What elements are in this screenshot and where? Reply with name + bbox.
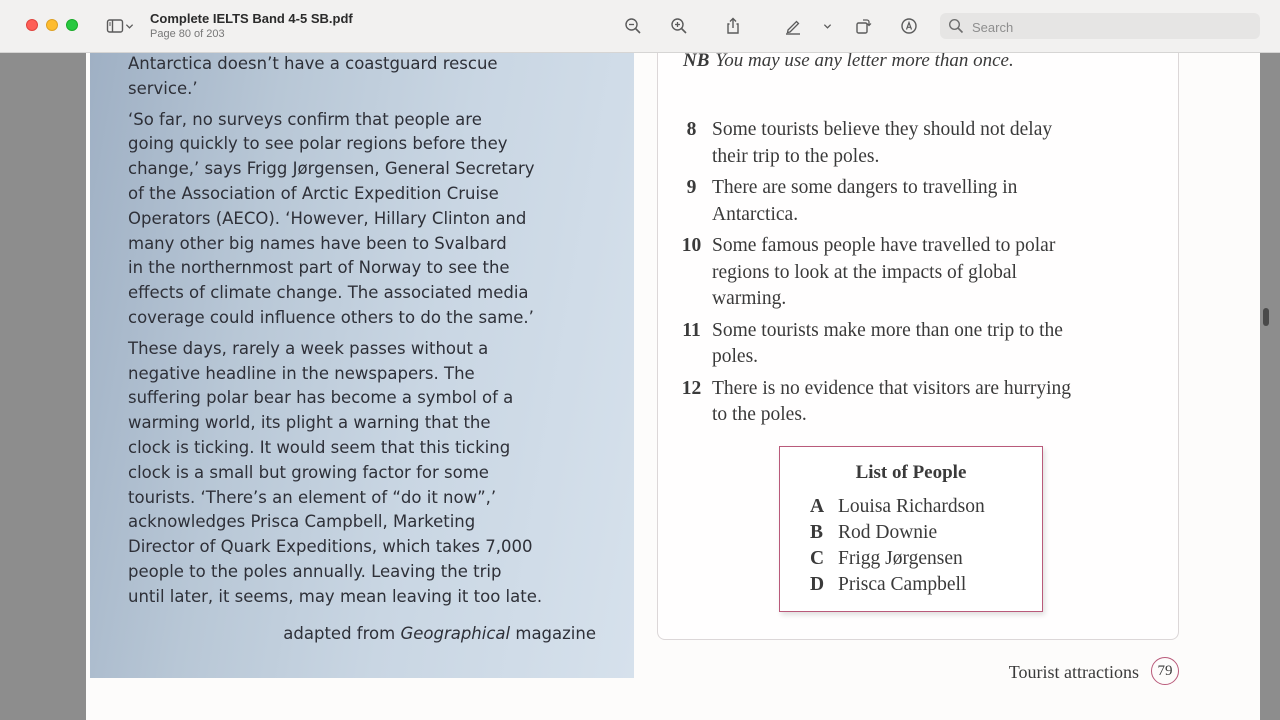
markup-button[interactable] xyxy=(896,13,922,39)
nb-note: NB You may use any letter more than once. xyxy=(683,53,1014,71)
question-item xyxy=(671,175,1171,228)
question-text: Some famous people have travelled to polar regions to look at the impacts of global warming. xyxy=(712,235,1056,309)
reading-passage xyxy=(128,53,598,610)
document-title: Complete IELTS Band 4-5 SB.pdf xyxy=(150,11,353,26)
zoom-in-button[interactable] xyxy=(666,13,692,39)
close-window-button[interactable] xyxy=(26,19,38,31)
markup-icon xyxy=(900,17,918,35)
chevron-down-icon xyxy=(823,22,832,31)
question-item xyxy=(671,318,1171,371)
question-list xyxy=(671,117,1171,434)
people-list-title: List of People xyxy=(855,462,967,483)
page-indicator: Page 80 of 203 xyxy=(150,28,225,40)
passage-source: adapted from Geographical magazine xyxy=(283,624,596,643)
zoom-out-icon xyxy=(624,17,642,35)
search-icon xyxy=(948,18,964,34)
minimize-window-button[interactable] xyxy=(46,19,58,31)
question-text: There is no evidence that visitors are hurrying to the poles. xyxy=(712,377,1072,425)
question-text: There are some dangers to travelling in Antarctica. xyxy=(712,177,1018,225)
search-input[interactable] xyxy=(970,16,1254,38)
share-icon xyxy=(724,17,742,35)
person-option: D Prisca Campbell xyxy=(810,574,967,595)
question-number: 8 xyxy=(686,119,697,140)
question-text: Some tourists believe they should not delay their trip to the poles. xyxy=(712,119,1053,167)
question-item xyxy=(671,117,1171,170)
question-number: 11 xyxy=(682,319,701,341)
page-number-badge: 79 xyxy=(1151,657,1179,685)
zoom-in-icon xyxy=(670,17,688,35)
sidebar-menu-button[interactable] xyxy=(122,13,136,39)
person-option: C Frigg Jørgensen xyxy=(810,548,963,569)
question-text: Some tourists make more than one trip to the poles. xyxy=(712,319,1063,367)
highlight-button[interactable] xyxy=(780,13,806,39)
passage-paragraph: These days, rarely a week passes without a negative headline in the newspapers. The suffering polar bear has become a symbol of a warming world, its plight a warning that the clock is ticking. It would seem that this ticking clock is a small but growing factor for some tourists. ‘There’s an element of “do it now”,’ acknowledges Prisca Campbell, Marketing Director of Quark Expeditions, which takes 7,000 people to the poles annually. Leaving the trip until later, it seems, may mean leaving it too late. xyxy=(128,338,543,606)
people-list-box xyxy=(779,446,1043,612)
question-number: 10 xyxy=(681,235,702,256)
question-number: 9 xyxy=(686,177,697,198)
toolbar xyxy=(0,0,1280,53)
passage-paragraph: Antarctica doesn’t have a coastguard rescue service.’ xyxy=(128,54,498,98)
fullscreen-window-button[interactable] xyxy=(66,19,78,31)
document-viewer[interactable] xyxy=(0,53,1280,720)
section-footer: Tourist attractions xyxy=(1008,662,1139,682)
zoom-out-button[interactable] xyxy=(620,13,646,39)
question-item xyxy=(671,376,1171,429)
passage-paragraph: ‘So far, no surveys confirm that people are going quickly to see polar regions before they change,’ says Frigg Jørgensen, General Secretary of the Association of Arctic Expedition Cruise Operators (AECO). ‘However, Hillary Clinton and many other big names have been to Svalbard in the northernmost part of Norway to see the effects of climate change. The associated media coverage could influence others to do the same.’ xyxy=(128,109,535,327)
chevron-down-icon xyxy=(125,22,134,31)
rotate-icon xyxy=(854,17,872,35)
question-item xyxy=(671,233,1171,313)
scrollbar-thumb[interactable] xyxy=(1263,308,1269,326)
pdf-page xyxy=(86,53,1260,720)
person-option: B Rod Downie xyxy=(810,522,938,543)
search-field[interactable] xyxy=(940,13,1260,39)
share-button[interactable] xyxy=(720,13,746,39)
highlight-menu-button[interactable] xyxy=(820,13,834,39)
highlight-pen-icon xyxy=(784,17,802,35)
rotate-button[interactable] xyxy=(850,13,876,39)
person-option: A Louisa Richardson xyxy=(810,496,985,517)
question-number: 12 xyxy=(681,377,702,399)
